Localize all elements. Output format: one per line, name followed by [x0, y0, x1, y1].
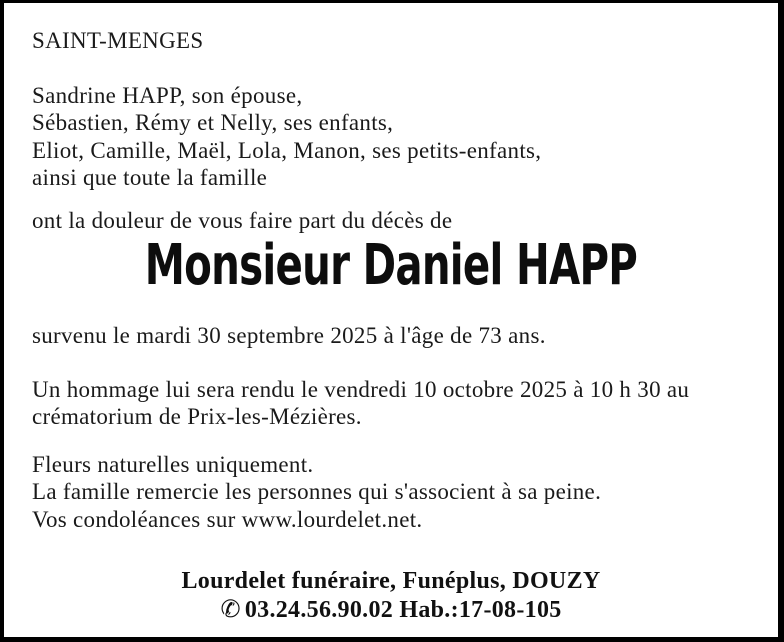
wishes-line: Vos condoléances sur www.lourdelet.net. — [32, 506, 423, 532]
funeral-home-line: Lourdelet funéraire, Funéplus, DOUZY — [181, 568, 601, 594]
city-heading: SAINT-MENGES — [32, 28, 204, 53]
ceremony-line: crématorium de Prix-les-Mézières. — [32, 404, 362, 429]
family-line: ainsi que toute la famille — [32, 165, 268, 190]
phone-icon: ✆ — [220, 595, 241, 623]
ceremony-line: Un hommage lui sera rendu le vendredi 10 octobre 2025 à 10 h 30 au — [32, 376, 690, 402]
death-date-line: survenu le mardi 30 septembre 2025 à l'âge de 73 ans. — [32, 323, 546, 348]
family-line: Sandrine HAPP, son épouse, — [32, 82, 303, 108]
wishes-line: La famille remercie les personnes qui s'associent à sa peine. — [32, 479, 602, 504]
phone-contact-text: 03.24.56.90.02 Hab.:17-08-105 — [244, 597, 562, 623]
wishes-line: Fleurs naturelles uniquement. — [32, 451, 314, 477]
deceased-name: Monsieur Daniel HAPP — [144, 233, 638, 298]
family-line: Eliot, Camille, Maël, Lola, Manon, ses petits-enfants, — [32, 137, 542, 163]
ceremony-paragraph — [32, 376, 750, 431]
family-paragraph — [32, 82, 750, 192]
funeral-home-footer — [32, 567, 750, 624]
deceased-name-row — [32, 233, 750, 310]
announcement-line: ont la douleur de vous faire part du décès de — [32, 207, 453, 233]
wishes-paragraph — [32, 451, 750, 534]
phone-line — [32, 595, 750, 624]
family-line: Sébastien, Rémy et Nelly, ses enfants, — [32, 110, 394, 135]
